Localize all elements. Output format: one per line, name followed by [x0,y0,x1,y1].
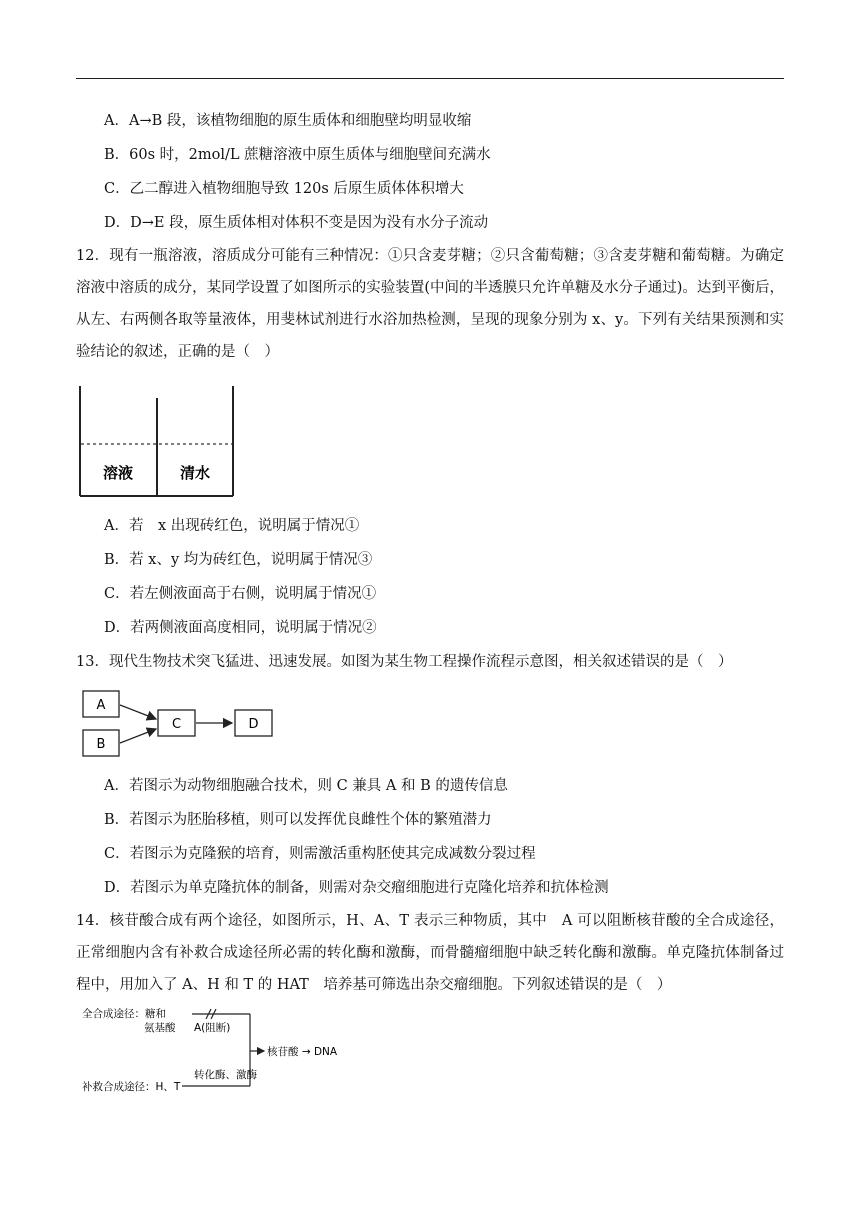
salvage-pathway-label: 补救合成途径：H、T [82,1081,181,1093]
box-d-label: D [248,717,259,732]
de-novo-pathway-label: 全合成途径：糖和 [82,1008,166,1020]
q11-option-d: D．D→E 段，原生质体相对体积不变是因为没有水分子流动 [104,215,489,231]
right-chamber-label: 清水 [179,464,211,482]
q13-flow-diagram [80,688,280,760]
block-label: A(阻断) [194,1022,231,1034]
q13-option-a: A．若图示为动物细胞融合技术，则 C 兼具 A 和 B 的遗传信息 [104,778,508,794]
q12-option-a: A．若 x 出现砖红色，说明属于情况① [104,518,360,534]
q11-option-c: C．乙二醇进入植物细胞导致 120s 后原生质体体积增大 [104,181,464,197]
q12-u-tube-figure [78,384,238,500]
q11-option-a: A．A→B 段，该植物细胞的原生质体和细胞壁均明显收缩 [104,113,472,129]
box-c-label: C [171,717,182,732]
q12-stem: 12．现有一瓶溶液，溶质成分可能有三种情况：①只含麦芽糖；②只含葡萄糖；③含麦芽糖和葡萄糖。为确定溶液中溶质的成分，某同学设置了如图所示的实验装置(中间的半透膜只允许单糖及水分子通过)。达到平衡后，从左、右两侧各取等量液体，用斐林试剂进行水浴加热检测，呈现的现象分别为 x、y。下列有关结果预测和实验结论的叙述，正确的是（ ） [76,248,784,360]
arrow-a-to-c [120,705,156,719]
left-chamber-label: 溶液 [102,464,134,482]
enzyme-label: 转化酶、激酶 [194,1069,257,1081]
q13-option-c: C．若图示为克隆猴的培育，则需激活重构胚使其完成减数分裂过程 [104,846,536,862]
q12-option-b: B．若 x、y 均为砖红色，说明属于情况③ [104,552,373,568]
product-label: 核苷酸 → DNA [267,1046,338,1058]
q11-option-b: B．60s 时，2mol/L 蔗糖溶液中原生质体与细胞壁间充满水 [104,147,491,163]
q12-option-d: D．若两侧液面高度相同，说明属于情况② [104,620,377,636]
arrow-b-to-c [120,729,156,743]
q13-stem: 13．现代生物技术突飞猛进、迅速发展。如图为某生物工程操作流程示意图，相关叙述错误的是（ ） [76,654,733,670]
q13-option-b: B．若图示为胚胎移植，则可以发挥优良雌性个体的繁殖潜力 [104,812,492,828]
de-novo-substrate-label: 氨基酸 [144,1022,176,1034]
q14-stem: 14．核苷酸合成有两个途径，如图所示，H、A、T 表示三种物质，其中 A 可以阻断核苷酸的全合成途径，正常细胞内含有补救合成途径所必需的转化酶和激酶，而骨髓瘤细胞中缺乏转化酶和激酶。单克隆抗体制备过程中，用加入了 A、H 和 T 的 HAT 培养基可筛选出杂交瘤细胞。下列叙述错误的是（ ） [76,913,784,993]
box-b-label: B [96,737,106,752]
q14-pathway-diagram [82,1004,372,1098]
q12-option-c: C．若左侧液面高于右侧，说明属于情况① [104,586,377,602]
header-rule [76,78,784,79]
box-a-label: A [96,698,106,713]
q13-option-d: D．若图示为单克隆抗体的制备，则需对杂交瘤细胞进行克隆化培养和抗体检测 [104,880,609,896]
